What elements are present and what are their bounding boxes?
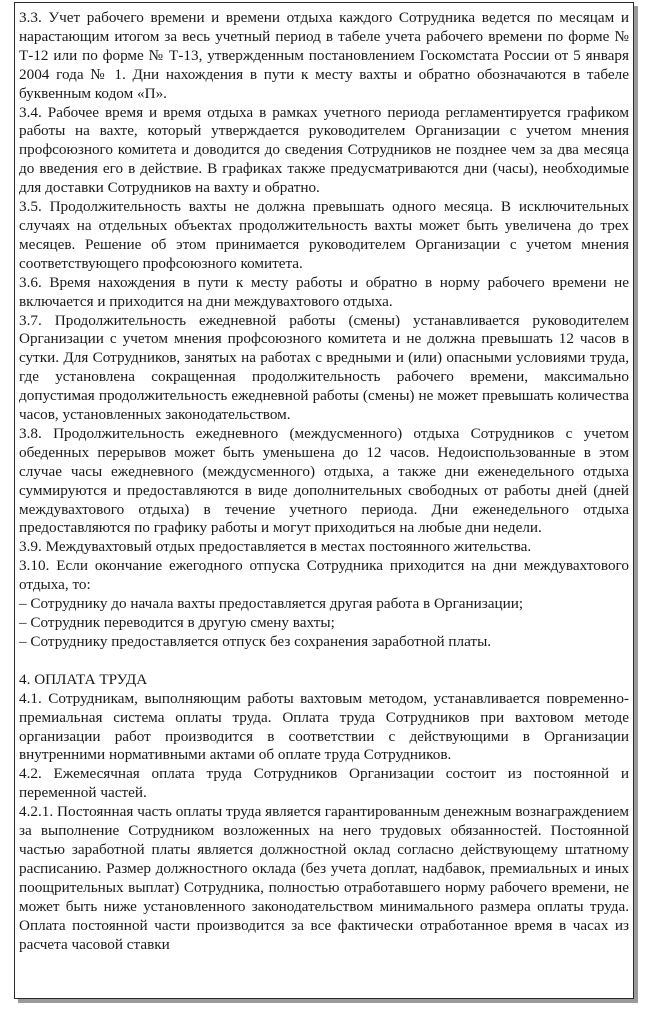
paragraph-4-2: 4.2. Ежемесячная оплата труда Сотрудников Организации состоит из постоянной и переменной частей.: [19, 765, 629, 802]
paragraph-3-8: 3.8. Продолжительность ежедневного (междусменного) отдыха Сотрудников с учетом обеденных перерывов может быть уменьшена до 12 часов. Недоиспользованные в этом случае часы ежедневного (междусменного) отдыха, а также дни еженедельного отдыха суммируются и предоставляются в виде дополнительных свободных от работы дней (дней междувахтового отдыха) в течение учетного периода. Дни еженедельного отдыха предоставляются по графику работы и могут приходиться на любые дни недели.: [19, 424, 629, 537]
paragraph-4-2-1: 4.2.1. Постоянная часть оплаты труда является гарантированным денежным вознаграждением за выполнение Сотрудником возложенных на него трудовых обязанностей. Постоянной частью заработной платы является должностной оклад согласно действующему штатному расписанию. Размер должностного оклада (без учета доплат, надбавок, премиальных и иных поощрительных выплат) Сотрудника, полностью отработавшего норму рабочего времени, не может быть ниже установленного законодательством минимального размера оплаты труда. Оплата постоянной части производится за все фактически отработанное время в часах из расчета часовой ставки: [19, 803, 629, 953]
paragraph-3-7: 3.7. Продолжительность ежедневной работы (смены) устанавливается руководителем Организации с учетом мнения профсоюзного комитета и не должна превышать 12 часов в сутки. Для Сотрудников, занятых на работах с вредными и (или) опасными условиями труда, где установлена сокращенная продолжительность рабочего времени, максимально допустимая продолжительность ежедневной работы (смены) не может превышать количества часов, установленных законодательством.: [19, 311, 629, 424]
document-page: [14, 2, 634, 999]
section-heading: 4. ОПЛАТА ТРУДА: [19, 670, 148, 688]
list-item: – Сотрудник переводится в другую смену вахты;: [19, 614, 335, 631]
paragraph-3-4: 3.4. Рабочее время и время отдыха в рамках учетного периода регламентируется графиком работы на вахте, который утверждается руководителем Организации с учетом мнения профсоюзного комитета и доводится до сведения Сотрудников не позднее чем за два месяца до введения его в действие. В графиках также предусматриваются дни (часы), необходимые для доставки Сотрудников на вахту и обратно.: [19, 103, 629, 197]
list-item: – Сотруднику до начала вахты предоставляется другая работа в Организации;: [19, 595, 524, 613]
list-item: – Сотруднику предоставляется отпуск без сохранения заработной платы.: [19, 632, 492, 650]
document-text: [19, 9, 629, 954]
paragraph-3-5: 3.5. Продолжительность вахты не должна превышать одного месяца. В исключительных случаях на отдельных объектах продолжительность вахты может быть увеличена до трех месяцев. Решение об этом принимается руководителем Организации с учетом мнения соответствующего профсоюзного комитета.: [19, 198, 629, 272]
paragraph-3-6: 3.6. Время нахождения в пути к месту работы и обратно в норму рабочего времени не включается и приходится на дни междувахтового отдыха.: [19, 273, 629, 310]
paragraph-3-3: 3.3. Учет рабочего времени и времени отдыха каждого Сотрудника ведется по месяцам и нарастающим итогом за весь учетный период в табеле учета рабочего времени по форме № Т-12 или по форме № Т-13, утвержденным постановлением Госкомстата России от 5 января 2004 года № 1. Дни нахождения в пути к месту вахты и обратно обозначаются в табеле буквенным кодом «П».: [19, 9, 629, 102]
paragraph-3-9: 3.9. Междувахтовый отдых предоставляется в местах постоянного жительства.: [19, 538, 532, 556]
section-spacer: [19, 652, 629, 671]
paragraph-3-10: 3.10. Если окончание ежегодного отпуска Сотрудника приходится на дни междувахтового отдыха, то:: [19, 557, 629, 594]
paragraph-4-1: 4.1. Сотрудникам, выполняющим работы вахтовым методом, устанавливается повременно-премиальная система оплаты труда. Оплата труда Сотрудников при вахтовом методе организации работ производится в соответствии с действующими в Организации внутренними нормативными актами об оплате труда Сотрудников.: [19, 689, 629, 764]
